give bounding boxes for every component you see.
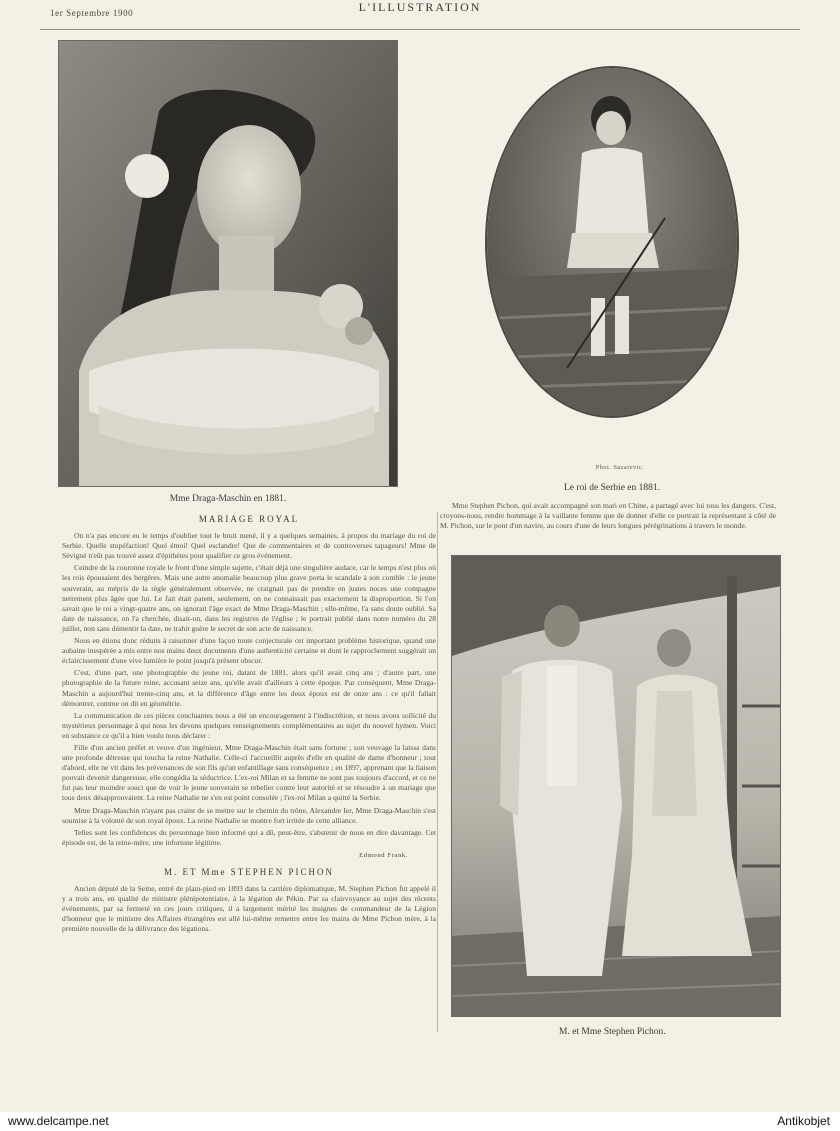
photo-credit: Phot. Sazarevic. [595,464,645,471]
article-paragraph: Telles sont les confidences du personnage bien informé qui a dû, peut-être, s'abstenir de nous en dire davantage. Cet épisode est, de la reine-mère, une infortune légitime. [62,827,436,847]
article-paragraph: Ceindre de la couronne royale le front d'une simple sujette, c'était déjà une singulière audace, car le temps n'est plus où les rois épousaient des bergères. Mais une autre anomalie beaucoup plus grave porta le scandale à son comble : le jeune souverain, au mépris de la règle généralement observée, ne craignait pas de prendre en justes noces une compagne nettement plus âgée que lui. Le fait était patent, seulement, on ne connaissait pas exactement la disproportion. Si l'on savait que le roi a vingt-quatre ans, on ignorait l'âge exact de Mme Draga-Maschin ; elle-même, l'a sans doute oublié. Sa date de naissance, on l'a cherchée, disait-on, dans les registres de l'église ; le portrait publié dans notre numéro du 28 juillet, non sans démentir la date, ne trahit guère le secret de son acte de naissance. [62,563,436,633]
caption-draga-maschin: Mme Draga-Maschin en 1881. [169,494,287,504]
watermark-bar [0,1112,840,1131]
article-title-mariage-royal: MARIAGE ROYAL [198,514,300,524]
article-signature: Edmond Frank. [359,851,408,859]
issue-date: 1er Septembre 1900 [50,8,134,18]
article-paragraph: Fille d'un ancien préfet et veuve d'un ingénieur, Mme Draga-Maschin était sans fortune ; son veuvage la laissa dans une profonde détresse qui toucha la reine Nathalie. Celle-ci l'accueillit auprès d'elle en qualité de dame d'honneur ; tout d'abord, elle ne vit dans les prévenances de son fils qu'un enfantillage sans conséquence ; en 1897, apprenant que la liaison pouvait devenir dangereuse, elle congédia la séductrice. L'ex-roi Milan et sa femme ne sont pas toujours d'accord, et ce ne fut pas leur moindre souci que de voir le jeune souverain se rebeller contre leur autorité et se résoudre à un mariage que tous deux désapprouvaient. La reine Nathalie ne s'en est point consolée ; l'ex-roi Milan a quitté la Serbie. [62,742,436,803]
article-paragraph: Mme Stephen Pichon, qui avait accompagné son mari en Chine, a partagé avec lui tous les dangers. C'est, croyons-nous, rendre hommage à la vaillante femme que de donner d'elle ce portrait la représentant à côté de M. Pichon, sur le pont d'un navire, au cours d'une de leurs longues pérégrinations à travers le monde. [440,501,776,531]
column-divider [437,512,438,1032]
running-header [40,0,800,30]
watermark-antikobjet: Antikobjet [777,1114,830,1128]
watermark-delcampe: www.delcampe.net [8,1114,109,1128]
masthead-title: L'ILLUSTRATION [358,0,482,14]
article-paragraph: C'est, d'une part, une photographie du jeune roi, datant de 1881, alors qu'il avait cinq ans ; d'autre part, une photographie de la future reine, accusant seize ans, qu'elle avait d'ailleurs à cette époque. Par conséquent, Mme Draga-Maschin a aujourd'hui trente-cinq ans, et la différence d'âge entre les deux époux est de onze ans : ce qu'il fallait démontrer, comme on dit en géométrie. [62,668,436,708]
article-column-right [440,501,776,533]
photo-draga-maschin [58,40,398,487]
article-paragraph: La communication de ces pièces concluantes nous a été un encouragement à l'indiscrétion, et nous avons sollicité du mystérieux personnage à qui nous les devons quelques renseignements complémentaires au sujet du nouvel hymen. Voici en substance ce qu'il a bien voulu nous déclarer : [62,710,436,740]
caption-king-of-serbia: Le roi de Serbie en 1881. [563,483,661,493]
article-paragraph: On n'a pas encore eu le temps d'oublier tout le bruit mené, il y a quelques semaines, à propos du mariage du roi de Serbie. Quelle stupéfaction! Quel émoi! Quel esclandre! Que de commentaires et de controverses tapageurs! Mme de Sévigné n'eût pas trouvé assez d'épithètes pour qualifier ce gros événement. [62,531,436,561]
article-column-left [62,508,436,937]
article-title-stephen-pichon: M. ET Mme STEPHEN PICHON [163,867,335,877]
photo-stephen-pichon-couple [451,555,781,1017]
caption-pichon-couple: M. et Mme Stephen Pichon. [559,1027,666,1037]
article-paragraph: Nous en étions donc réduits à raisonner d'une façon toute conjecturale cet important problème historique, quand une aubaine inespérée a mis entre nos mains deux documents d'une authenticité certaine et dont le rapprochement suggérait un éclaircissement d'une vive lumière le point jusqu'à présent obscur. [62,636,436,666]
photo-king-of-serbia [485,66,739,418]
article-paragraph: Ancien député de la Seine, entré de plain-pied en 1893 dans la carrière diplomatique, M. Stephen Pichon fut appelé il y a trois ans, en qualité de ministre plénipotentiaire, à la légation de Pékin. Par sa clairvoyance au sujet des récents événements, par sa fermeté en ces jours critiques, il a largement mérité les insignes de commandeur de la Légion d'honneur que le ministre des Affaires étrangères est allé lui-même remettre entre les mains de Mme Pichon mère, à la première nouvelle de la délivrance des légations. [62,884,436,934]
article-paragraph: Mme Draga-Maschin n'ayant pas craint de se mettre sur le chemin du trône, Alexandre Ier, Mme Draga-Maschin s'est soumise à la volonté de son royal époux. La reine Nathalie se montre fort irritée de cette alliance. [62,805,436,825]
